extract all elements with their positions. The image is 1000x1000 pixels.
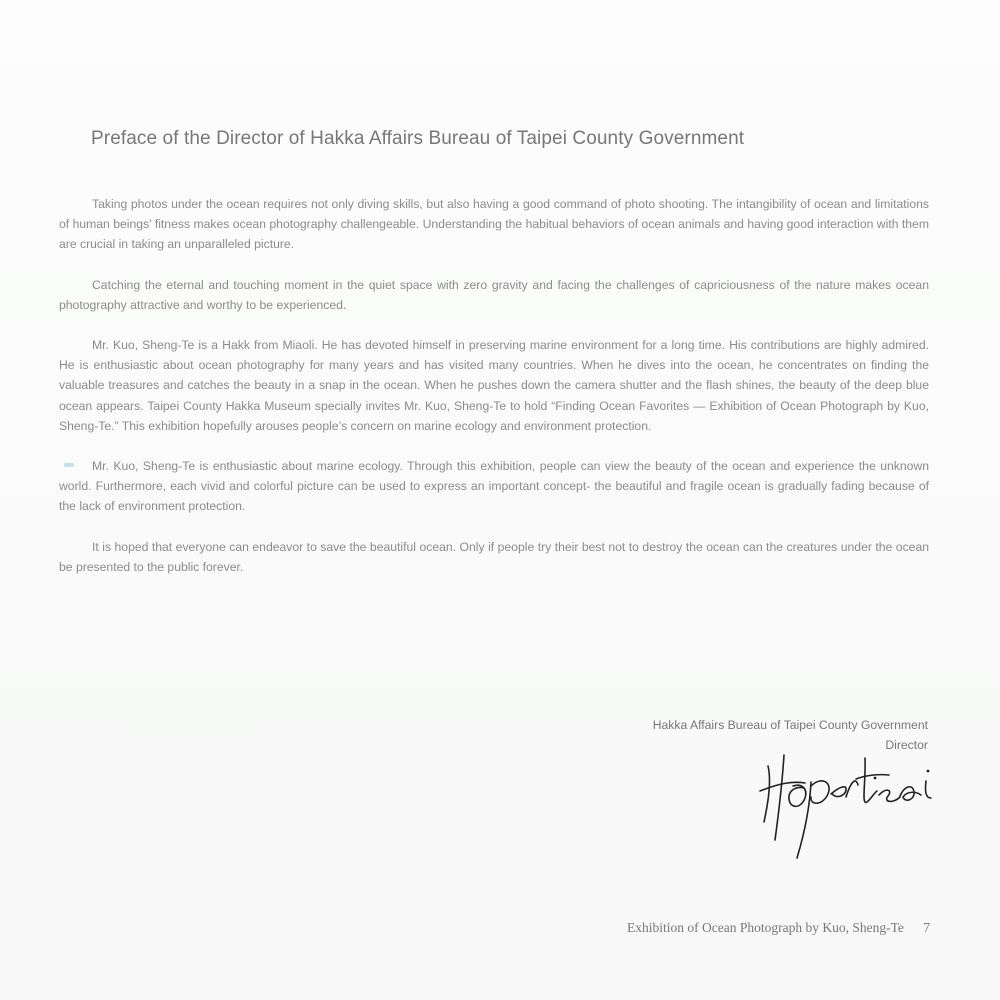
signatory-organization: Hakka Affairs Bureau of Taipei County Government (652, 718, 928, 732)
page-title: Preface of the Director of Hakka Affairs Bureau of Taipei County Government (91, 128, 745, 149)
paragraph-3: Mr. Kuo, Sheng-Te is a Hakk from Miaoli. He has devoted himself in preserving marine environment for a long time. His contributions are highly admired. He is enthusiastic about ocean photography for many years and has visited many countries. When he dives into the ocean, he concentrates on finding the valuable treasures and catches the beauty in a snap in the ocean. When he pushes down the camera shutter and the flash shines, the beauty of the deep blue ocean appears. Taipei County Hakka Museum specially invites Mr. Kuo, Sheng-Te to hold “Finding Ocean Favorites — Exhibition of Ocean Photograph by Kuo, Sheng-Te.” This exhibition hopefully arouses people’s concern on marine ecology and environment protection. (59, 338, 929, 433)
page-number: 7 (923, 920, 930, 935)
paragraph-marker-icon (64, 463, 74, 467)
paragraph-4 (59, 456, 929, 517)
signatory-role: Director (885, 738, 928, 752)
handwritten-signature-icon (755, 748, 945, 866)
footer-title: Exhibition of Ocean Photograph by Kuo, Sheng-Te (626, 920, 904, 935)
paragraph-2: Catching the eternal and touching moment in the quiet space with zero gravity and facing the challenges of capriciousness of the nature makes ocean photography attractive and worthy to be experienced. (59, 277, 929, 312)
preface-body (59, 194, 929, 597)
paragraph-4-text: Mr. Kuo, Sheng-Te is enthusiastic about marine ecology. Through this exhibition, people can view the beauty of the ocean and experience the unknown world. Furthermore, each vivid and colorful picture can be used to express an important concept- the beautiful and fragile ocean is gradually fading because of the lack of environment protection. (59, 459, 929, 514)
page-footer (627, 920, 930, 936)
paragraph-5: It is hoped that everyone can endeavor to save the beautiful ocean. Only if people try their best not to destroy the ocean can the creatures under the ocean be presented to the public forever. (59, 539, 929, 574)
paragraph-1: Taking photos under the ocean requires not only diving skills, but also having a good command of photo shooting. The intangibility of ocean and limitations of human beings’ fitness makes ocean photography challengeable. Understanding the habitual behaviors of ocean animals and having good interaction with them are crucial in taking an unparalleled picture. (59, 197, 929, 252)
